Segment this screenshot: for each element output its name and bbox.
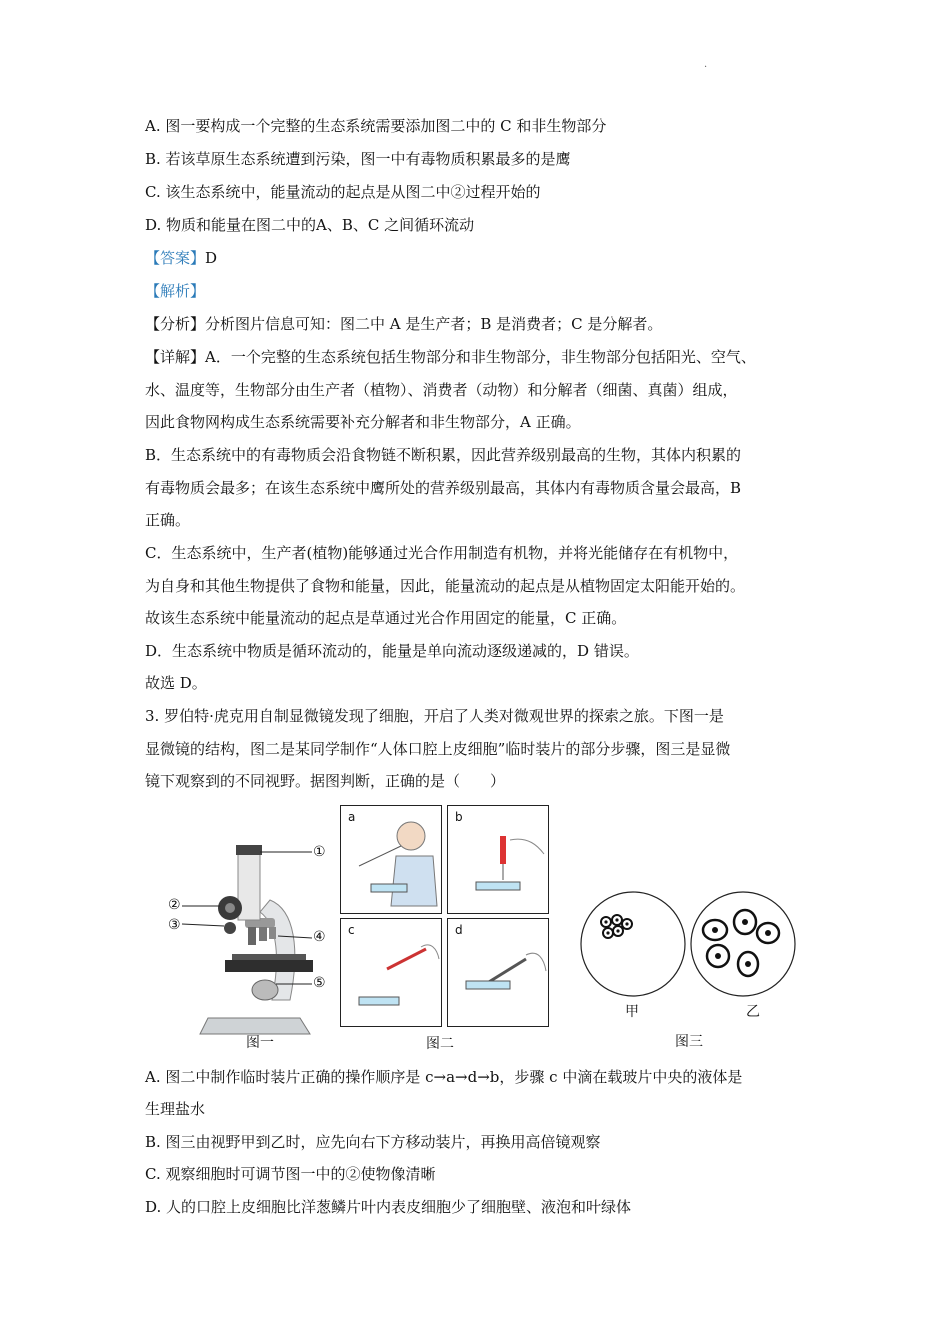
- figure-2-caption: 图二: [426, 1036, 454, 1052]
- panel-label-d: d: [455, 923, 463, 937]
- question-3-line: 3. 罗伯特·虎克用自制显微镜发现了细胞，开启了人类对微观世界的探索之旅。下图一是: [145, 707, 724, 725]
- figure-3-views: [578, 888, 808, 1048]
- option-d-prev: D. 物质和能量在图二中的A、B、C 之间循环流动: [145, 216, 475, 234]
- step-panel-b: [447, 805, 549, 914]
- option-a-q3: A. 图二中制作临时装片正确的操作顺序是 c→a→d→b，步骤 c 中滴在载玻片中央的液体是: [145, 1068, 743, 1086]
- option-c-q3: C. 观察细胞时可调节图一中的②使物像清晰: [145, 1165, 436, 1183]
- label-4: ④: [313, 929, 326, 945]
- step-panel-d: [447, 918, 549, 1027]
- label-3: ③: [168, 917, 181, 933]
- figure-1-microscope: [160, 800, 350, 1060]
- analysis-line: 有毒物质会最多；在该生态系统中鹰所处的营养级别最高，其体内有毒物质含量会最高，B: [145, 479, 742, 497]
- option-a-prev: A. 图一要构成一个完整的生态系统需要添加图二中的 C 和非生物部分: [145, 117, 607, 135]
- answer-line: [145, 248, 217, 268]
- page-mark: ·: [704, 62, 708, 73]
- analysis-line: 水、温度等，生物部分由生产者（植物）、消费者（动物）和分解者（细菌、真菌）组成，: [145, 381, 738, 399]
- question-3-line: 显微镜的结构，图二是某同学制作“人体口腔上皮细胞”临时装片的部分步骤，图三是显微: [145, 740, 731, 758]
- analysis-line: B．生态系统中的有毒物质会沿食物链不断积累，因此营养级别最高的生物，其体内积累的: [145, 446, 742, 464]
- panel-label-a: a: [348, 810, 356, 824]
- analysis-line: C．生态系统中，生产者(植物)能够通过光合作用制造有机物，并将光能储存在有机物中，: [145, 544, 739, 562]
- analysis-line: 故该生态系统中能量流动的起点是草通过光合作用固定的能量，C 正确。: [145, 609, 627, 627]
- swab-cheek-drawing: [341, 806, 441, 913]
- stain-drawing: [448, 919, 548, 1026]
- drop-saline-drawing: [341, 919, 441, 1026]
- figure-1-caption: 图一: [246, 1035, 274, 1051]
- option-d-q3: D. 人的口腔上皮细胞比洋葱鳞片叶内表皮细胞少了细胞壁、液泡和叶绿体: [145, 1198, 632, 1216]
- option-c-prev: C. 该生态系统中，能量流动的起点是从图二中②过程开始的: [145, 183, 541, 201]
- view-circles: [578, 888, 808, 1018]
- answer-value: D: [205, 249, 218, 267]
- option-a-q3-cont: 生理盐水: [145, 1100, 206, 1118]
- question-3-line: 镜下观察到的不同视野。据图判断，正确的是（ ）: [145, 772, 506, 790]
- option-b-q3: B. 图三由视野甲到乙时，应先向右下方移动装片，再换用高倍镜观察: [145, 1133, 601, 1151]
- step-panel-c: [340, 918, 442, 1027]
- analysis-line: 故选 D。: [145, 674, 207, 692]
- analysis-line: 因此食物网构成生态系统需要补充分解者和非生物部分，A 正确。: [145, 413, 581, 431]
- analysis-line: 正确。: [145, 511, 191, 529]
- answer-tag: 【答案】: [145, 249, 206, 267]
- option-b-prev: B. 若该草原生态系统遭到污染，图一中有毒物质积累最多的是鹰: [145, 150, 571, 168]
- view-label-yi: 乙: [746, 1004, 760, 1020]
- analysis-tag: 【解析】: [145, 282, 206, 300]
- step-panel-a: [340, 805, 442, 914]
- analysis-line: D．生态系统中物质是循环流动的，能量是单向流动逐级递减的，D 错误。: [145, 642, 639, 660]
- label-5: ⑤: [313, 975, 326, 991]
- figure-3-caption: 图三: [675, 1034, 703, 1050]
- analysis-line: 【详解】A．一个完整的生态系统包括生物部分和非生物部分，非生物部分包括阳光、空气、: [145, 348, 756, 366]
- panel-label-b: b: [455, 810, 463, 824]
- dropper-drawing: [448, 806, 548, 913]
- analysis-line: 【分析】分析图片信息可知：图二中 A 是生产者；B 是消费者；C 是分解者。: [145, 315, 663, 333]
- label-2: ②: [168, 897, 181, 913]
- figure-2-steps: [340, 805, 552, 1055]
- panel-label-c: c: [348, 923, 355, 937]
- analysis-line: 为自身和其他生物提供了食物和能量，因此，能量流动的起点是从植物固定太阳能开始的。: [145, 577, 746, 595]
- view-label-jia: 甲: [625, 1004, 639, 1020]
- label-1: ①: [313, 844, 326, 860]
